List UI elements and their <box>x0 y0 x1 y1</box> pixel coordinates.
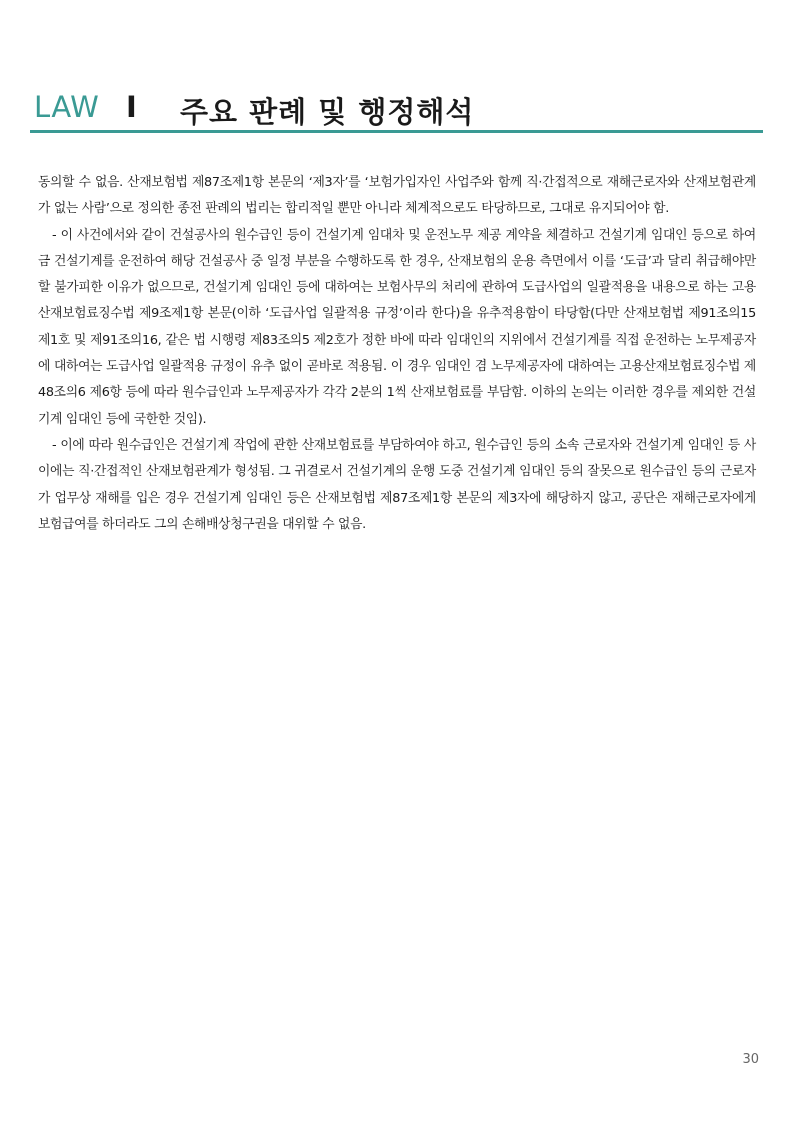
paragraph: - 이에 따라 원수급인은 건설기계 작업에 관한 산재보험료를 부담하여야 하고, 원수급인 등의 소속 근로자와 건설기계 임대인 등 사이에는 직·간접적인 산재보험관계가 형성됨. 그 귀결로서 건설기계의 운행 도중 건설기계 임대인 등의 잘못으로 원수급인 등의 근로자가 업무상 재해를 입은 경우 건설기계 임대인 등은 산재보험법 제87조제1항 본문의 제3자에 해당하지 않고, 공단은 재해근로자에게 보험급여를 하더라도 그의 손해배상청구권을 대위할 수 없음. <box>38 437 756 532</box>
paragraph: 동의할 수 없음. 산재보험법 제87조제1항 본문의 ‘제3자’를 ‘보험가입자인 사업주와 함께 직·간접적으로 재해근로자와 산재보험관계가 없는 사람’으로 정의한 종전 판례의 법리는 합리적일 뿐만 아니라 체계적으로도 타당하므로, 그대로 유지되어야 함. <box>38 175 756 217</box>
paragraph: - 이 사건에서와 같이 건설공사의 원수급인 등이 건설기계 임대차 및 운전노무 제공 계약을 체결하고 건설기계 임대인 등으로 하여금 건설기계를 운전하여 해당 건설공사 중 일정 부분을 수행하도록 한 경우, 산재보험의 운용 측면에서 이를 ‘도급’과 달리 취급해야만 할 불가피한 이유가 없으므로, 건설기계 임대인 등에 대하여는 보험사무의 처리에 관하여 도급사업의 일괄적용을 내용으로 하는 고용산재보험료징수법 제9조제1항 본문(이하 ‘도급사업 일괄적용 규정’이라 한다)을 유추적용함이 타당함(다만 산재보험법 제91조의15 제1호 및 제91조의16, 같은 법 시행령 제83조의5 제2호가 정한 바에 따라 임대인의 지위에서 건설기계를 직접 운전하는 노무제공자에 대하여는 도급사업 일괄적용 규정이 유추 없이 곧바로 적용됨. 이 경우 임대인 겸 노무제공자에 대하여는 고용산재보험료징수법 제48조의6 제6항 등에 따라 원수급인과 노무제공자가 각각 2분의 1씩 산재보험료를 부담함. 이하의 논의는 이러한 경우를 제외한 건설기계 임대인 등에 국한한 것임). <box>38 227 756 427</box>
page-header <box>34 86 764 134</box>
law-label: LAW <box>34 90 100 124</box>
body-text <box>38 170 756 538</box>
header-separator: I <box>126 90 137 124</box>
page-number: 30 <box>742 1052 759 1067</box>
header-divider <box>30 130 763 133</box>
page-title: 주요 판례 및 행정해석 <box>180 95 475 129</box>
